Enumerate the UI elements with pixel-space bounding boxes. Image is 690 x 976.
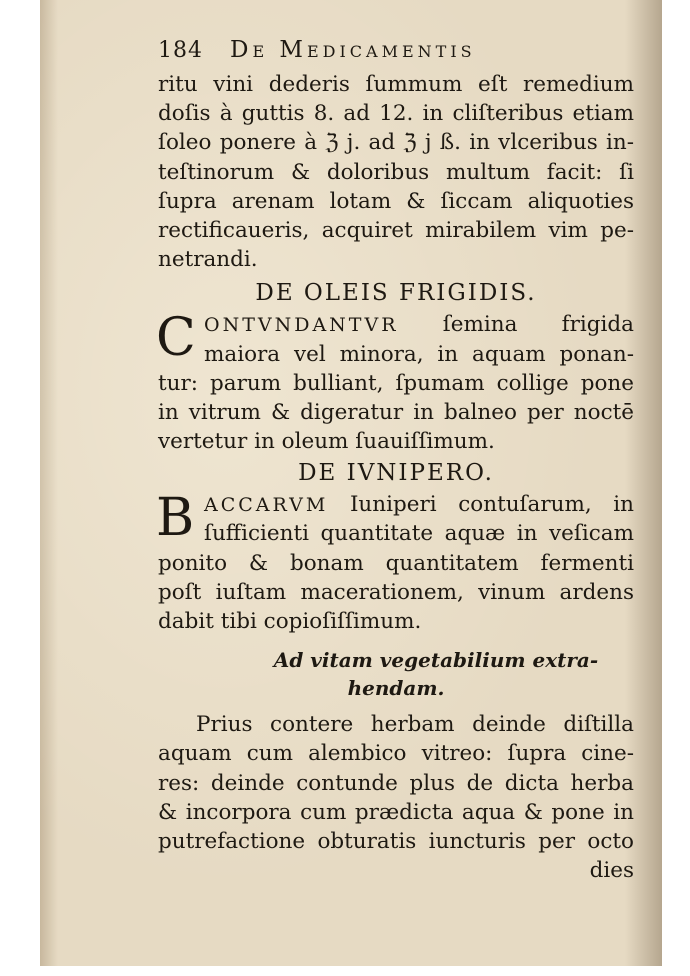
text-line: aquam cum alembico vitreo: ſupra cine- xyxy=(158,741,634,767)
paragraph-oleis xyxy=(158,310,634,456)
running-header xyxy=(158,30,634,70)
text-line: putrefactione obturatis iuncturis per octo xyxy=(158,828,634,854)
small-caps-word: ACCARVM xyxy=(204,494,329,517)
intro-paragraph xyxy=(158,70,634,274)
paragraph-iunipero xyxy=(158,490,634,636)
page-number: 184 xyxy=(158,38,203,63)
running-title: De Medicamentis xyxy=(230,37,476,63)
section-heading-oleis: DE OLEIS FRIGIDIS. xyxy=(255,280,537,307)
text-line: & incorpora cum prædicta aqua & pone in xyxy=(158,799,634,825)
paragraph-vitam xyxy=(158,710,634,885)
drop-cap: B xyxy=(156,488,195,549)
line-rest: ſemina frigida xyxy=(442,312,634,338)
catchword: dies xyxy=(589,858,634,884)
text-line xyxy=(158,490,634,519)
text-line: in vitrum & digeratur in balneo per noctē xyxy=(158,399,634,425)
text-line: dabit tibi copioſiſſimum. xyxy=(158,609,422,634)
text-line: Prius contere herbam deinde diſtilla xyxy=(196,712,634,738)
subheading-line-1: Ad vitam vegetabilium extra- xyxy=(273,648,599,673)
subheading-line-2: hendam. xyxy=(347,676,445,701)
text-line: ponito & bonam quantitatem fermenti xyxy=(158,550,634,576)
text-line: ſupra arenam lotam & ſiccam aliquoties xyxy=(158,188,634,214)
text-line: ritu vini dederis ſummum eſt remedium xyxy=(158,72,634,97)
section-heading-iunipero: DE IVNIPERO. xyxy=(298,460,494,487)
text-line: maiora vel minora, in aquam ponan- xyxy=(204,341,634,367)
text-line: res: deinde contunde plus de dicta herba xyxy=(158,770,634,796)
page-text-block xyxy=(158,30,634,885)
page-bottom-margin xyxy=(40,966,662,976)
text-line: rectificaueris, acquiret mirabilem vim pe- xyxy=(158,217,634,243)
line-rest: Iuniperi contuſarum, in xyxy=(349,492,634,518)
text-line: teſtinorum & doloribus multum facit: ſi xyxy=(158,159,634,185)
drop-cap: C xyxy=(156,308,196,369)
text-line: vertetur in oleum ſuauiſſimum. xyxy=(158,429,495,455)
text-line: poſt iuſtam macerationem, vinum ardens xyxy=(158,579,634,605)
text-line: ſufficienti quantitate aquæ in veſicam xyxy=(204,521,634,547)
text-line: tur: parum bulliant, ſpumam collige pone xyxy=(158,370,634,396)
text-line: doſis à guttis 8. ad 12. in cliſteribus etiam xyxy=(158,101,634,127)
text-line: ſoleo ponere à ℨ j. ad ℨ j ß. in vlceribus in- xyxy=(158,130,634,156)
text-line xyxy=(158,310,634,339)
small-caps-word: ONTVNDANTVR xyxy=(204,314,399,337)
text-line: netrandi. xyxy=(158,247,258,273)
